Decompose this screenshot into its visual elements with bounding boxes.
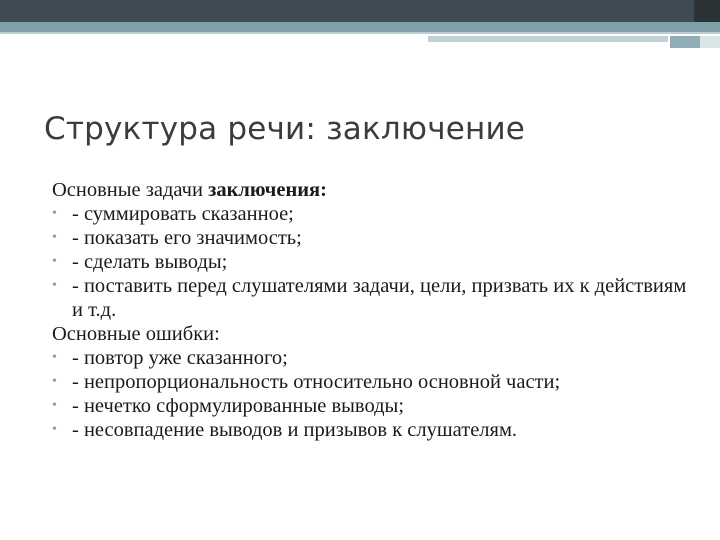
list-item-text: - поставить перед слушателями задачи, цели, призвать их к действиям и т.д. — [72, 275, 687, 321]
list-item — [52, 226, 692, 250]
list-item — [52, 394, 692, 418]
bullet-icon: • — [52, 398, 57, 413]
tasks-list — [52, 202, 692, 322]
header-tab-block-light — [700, 36, 720, 48]
list-item-text: - несовпадение выводов и призывов к слушателям. — [72, 419, 518, 441]
section-heading-tasks-bold: заключения: — [208, 179, 327, 201]
bullet-icon: • — [52, 254, 57, 269]
errors-list — [52, 346, 692, 442]
list-item-text: - сделать выводы; — [72, 251, 228, 273]
list-item-text: - показать его значимость; — [72, 227, 302, 249]
slide-title: Структура речи: заключение — [44, 111, 526, 147]
list-item-text: - нечетко сформулированные выводы; — [72, 395, 405, 417]
bullet-icon: • — [52, 230, 57, 245]
slide-body — [52, 178, 692, 442]
list-item — [52, 346, 692, 370]
header-tab-strip — [428, 36, 668, 42]
header-band-dark — [0, 0, 720, 22]
list-item — [52, 250, 692, 274]
list-item-text: - непропорциональность относительно основной части; — [72, 371, 561, 393]
list-item — [52, 418, 692, 442]
list-item — [52, 370, 692, 394]
bullet-icon: • — [52, 350, 57, 365]
header-divider — [0, 32, 720, 34]
bullet-icon: • — [52, 278, 57, 293]
list-item — [52, 202, 692, 226]
list-item-text: - суммировать сказанное; — [72, 203, 294, 225]
header-band-accent — [0, 22, 720, 32]
header-band-corner — [694, 0, 720, 22]
section-heading-tasks — [52, 178, 692, 202]
list-item-text: - повтор уже сказанного; — [72, 347, 288, 369]
bullet-icon: • — [52, 374, 57, 389]
bullet-icon: • — [52, 422, 57, 437]
section-heading-errors: Основные ошибки: — [52, 323, 220, 345]
list-item — [52, 274, 692, 322]
section-heading-tasks-plain: Основные задачи — [52, 179, 209, 201]
bullet-icon: • — [52, 206, 57, 221]
